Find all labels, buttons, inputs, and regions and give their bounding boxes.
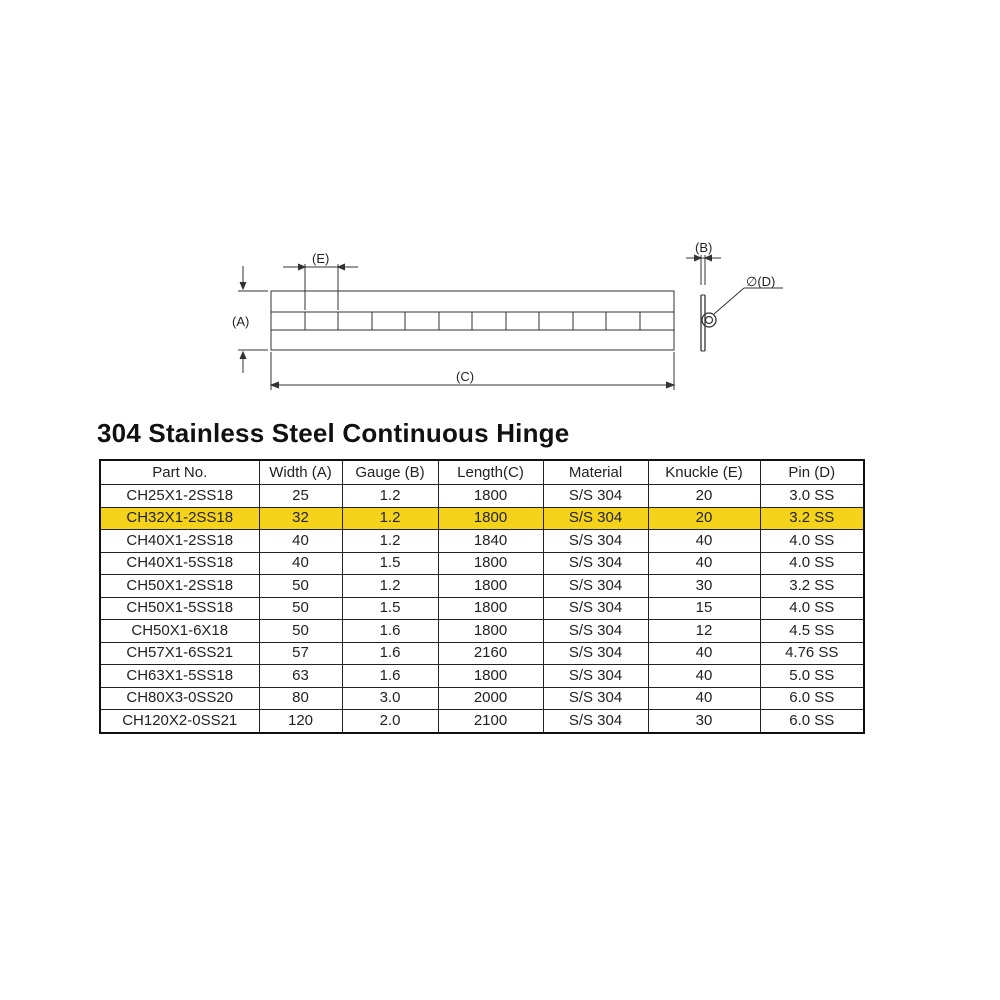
dimension-label-length: (C) [456,369,475,384]
table-body [100,485,864,733]
cell-part-no: CH50X1-6X18 [100,620,259,643]
cell-length: 2000 [438,687,543,710]
cell-knuckle: 40 [648,642,760,665]
table-header-row [100,460,864,485]
cell-width: 50 [259,620,342,643]
cell-pin: 6.0 SS [760,687,864,710]
column-header-material: Material [543,460,648,485]
cell-width: 80 [259,687,342,710]
cell-gauge: 1.5 [342,552,438,575]
cell-part-no: CH57X1-6SS21 [100,642,259,665]
cell-material: S/S 304 [543,485,648,508]
cell-knuckle: 12 [648,620,760,643]
cell-width: 32 [259,507,342,530]
hinge-technical-drawing [0,0,1000,420]
cell-width: 63 [259,665,342,688]
table-row [100,665,864,688]
cell-part-no: CH63X1-5SS18 [100,665,259,688]
cell-part-no: CH50X1-5SS18 [100,597,259,620]
dimension-label-width: (A) [232,314,250,329]
cell-length: 1800 [438,597,543,620]
cell-knuckle: 30 [648,710,760,733]
table-row [100,597,864,620]
table-row [100,642,864,665]
cell-material: S/S 304 [543,620,648,643]
cell-pin: 6.0 SS [760,710,864,733]
cell-width: 120 [259,710,342,733]
cell-pin: 3.2 SS [760,575,864,598]
cell-knuckle: 40 [648,665,760,688]
cell-knuckle: 15 [648,597,760,620]
cell-knuckle: 30 [648,575,760,598]
cell-knuckle: 20 [648,485,760,508]
cell-pin: 4.76 SS [760,642,864,665]
table-row [100,485,864,508]
cell-gauge: 1.2 [342,575,438,598]
cell-material: S/S 304 [543,552,648,575]
cell-part-no: CH80X3-0SS20 [100,687,259,710]
cell-width: 57 [259,642,342,665]
cell-gauge: 1.2 [342,530,438,553]
cell-length: 1800 [438,665,543,688]
cell-pin: 3.2 SS [760,507,864,530]
cell-length: 1800 [438,620,543,643]
cell-material: S/S 304 [543,530,648,553]
cell-material: S/S 304 [543,575,648,598]
cell-width: 50 [259,597,342,620]
cell-length: 1840 [438,530,543,553]
cell-length: 1800 [438,575,543,598]
cell-knuckle: 40 [648,552,760,575]
dimension-label-knuckle: (E) [312,251,330,266]
cell-pin: 4.0 SS [760,530,864,553]
column-header-pin: Pin (D) [760,460,864,485]
cell-pin: 4.5 SS [760,620,864,643]
column-header-length: Length(C) [438,460,543,485]
cell-gauge: 1.6 [342,665,438,688]
column-header-knuckle: Knuckle (E) [648,460,760,485]
cell-part-no: CH25X1-2SS18 [100,485,259,508]
hinge-drawing-svg [0,0,1000,420]
cell-part-no: CH40X1-2SS18 [100,530,259,553]
hinge-spec-table [99,459,865,734]
cell-material: S/S 304 [543,665,648,688]
cell-gauge: 2.0 [342,710,438,733]
column-header-part-no: Part No. [100,460,259,485]
dimension-label-gauge: (B) [695,240,713,255]
cell-part-no: CH120X2-0SS21 [100,710,259,733]
column-header-gauge: Gauge (B) [342,460,438,485]
table-row [100,575,864,598]
hinge-side-view [686,255,783,351]
table-row [100,687,864,710]
cell-length: 2100 [438,710,543,733]
table-row [100,552,864,575]
cell-material: S/S 304 [543,710,648,733]
cell-width: 40 [259,552,342,575]
cell-knuckle: 40 [648,687,760,710]
cell-length: 1800 [438,507,543,530]
cell-width: 25 [259,485,342,508]
column-header-width: Width (A) [259,460,342,485]
cell-material: S/S 304 [543,687,648,710]
cell-part-no: CH50X1-2SS18 [100,575,259,598]
cell-length: 1800 [438,485,543,508]
table-row [100,507,864,530]
cell-pin: 3.0 SS [760,485,864,508]
cell-width: 50 [259,575,342,598]
cell-gauge: 3.0 [342,687,438,710]
cell-material: S/S 304 [543,597,648,620]
cell-pin: 4.0 SS [760,597,864,620]
cell-material: S/S 304 [543,507,648,530]
cell-gauge: 1.2 [342,485,438,508]
cell-length: 2160 [438,642,543,665]
cell-gauge: 1.5 [342,597,438,620]
cell-part-no: CH32X1-2SS18 [100,507,259,530]
dimension-label-pin: ∅(D) [746,274,776,289]
cell-gauge: 1.6 [342,620,438,643]
cell-gauge: 1.6 [342,642,438,665]
table-row [100,710,864,733]
cell-knuckle: 40 [648,530,760,553]
cell-pin: 4.0 SS [760,552,864,575]
table-row [100,530,864,553]
page-title: 304 Stainless Steel Continuous Hinge [97,418,570,448]
cell-part-no: CH40X1-5SS18 [100,552,259,575]
cell-width: 40 [259,530,342,553]
cell-pin: 5.0 SS [760,665,864,688]
cell-knuckle: 20 [648,507,760,530]
table-row [100,620,864,643]
cell-gauge: 1.2 [342,507,438,530]
cell-length: 1800 [438,552,543,575]
cell-material: S/S 304 [543,642,648,665]
